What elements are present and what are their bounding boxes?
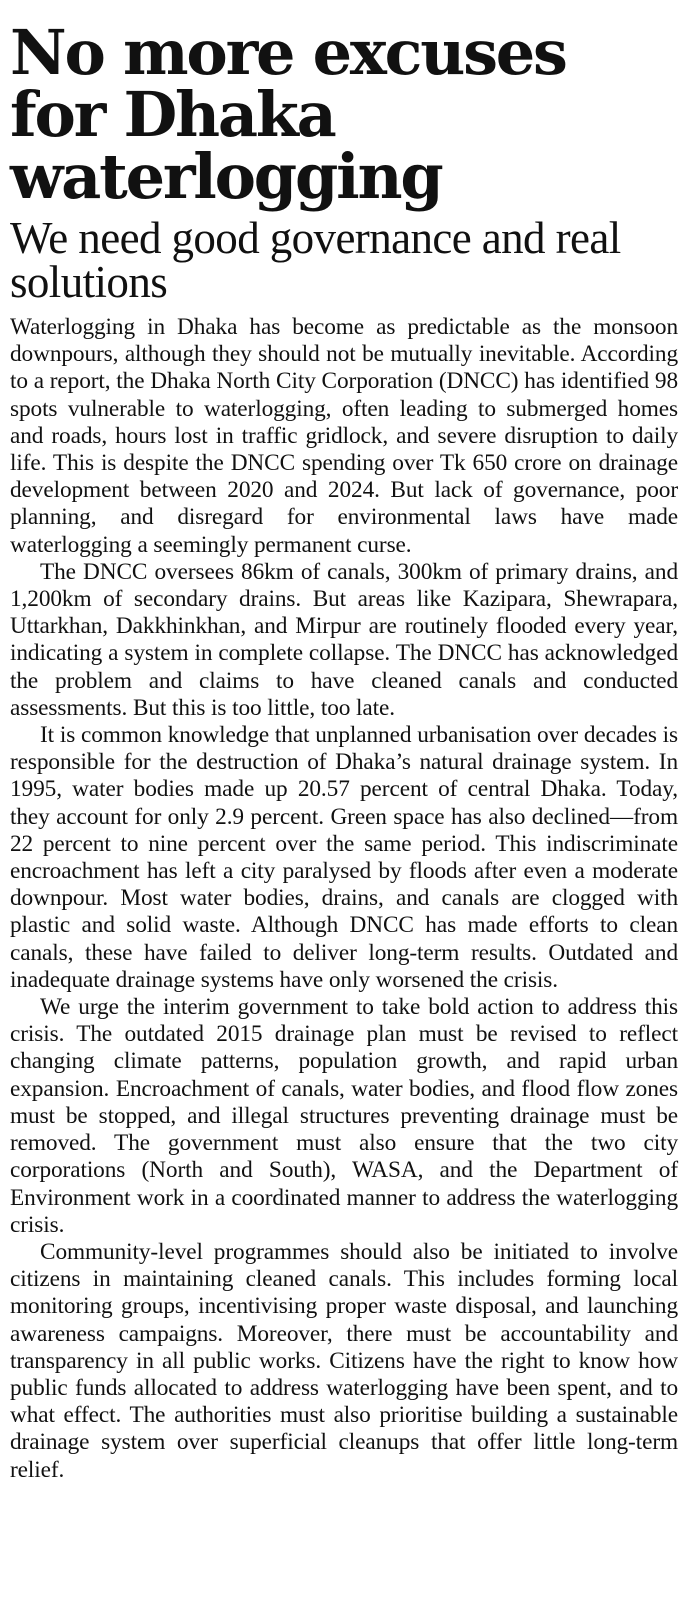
paragraph-1: Waterlogging in Dhaka has become as predictable as the monsoon downpours, although they should not be mutually inevitable. According to a report, the Dhaka North City Corporation (DNCC) has identified 98 spots vulnerable to waterlogging, often leading to submerged homes and roads, hours lost in traffic gridlock, and severe disruption to daily life. This is despite the DNCC spending over Tk 650 crore on drainage development between 2020 and 2024. But lack of governance, poor planning, and disregard for environmental laws have made waterlogging a seemingly permanent curse. [10, 314, 678, 558]
article-body [10, 314, 678, 1484]
paragraph-4: We urge the interim government to take bold action to address this crisis. The outdated 2015 drainage plan must be revised to reflect changing climate patterns, population growth, and rapid urban expansion. Encroachment of canals, water bodies, and flood flow zones must be stopped, and illegal structures preventing drainage must be removed. The government must also ensure that the two city corporations (North and South), WASA, and the Department of Environment work in a coordinated manner to address the waterlogging crisis. [10, 994, 678, 1238]
paragraph-5: Community-level programmes should also be initiated to involve citizens in maintaining cleaned canals. This includes forming local monitoring groups, incentivising proper waste disposal, and launching awareness campaigns. Moreover, there must be accountability and transparency in all public works. Citizens have the right to know how public funds allocated to address waterlogging have been spent, and to what effect. The authorities must also prioritise building a sustainable drainage system over superficial cleanups that offer little long-term relief. [10, 1238, 678, 1483]
subheadline: We need good governance and real solutions [10, 213, 621, 307]
paragraph-2: The DNCC oversees 86km of canals, 300km of primary drains, and 1,200km of secondary drains. But areas like Kazipara, Shewrapara, Uttarkhan, Dakkhinkhan, and Mirpur are routinely flooded every year, indicating a system in complete collapse. The DNCC has acknowledged the problem and claims to have cleaned canals and conducted assessments. But this is too little, too late. [10, 558, 678, 721]
headline: No more excuses for Dhaka waterlogging [10, 16, 566, 213]
paragraph-3: It is common knowledge that unplanned urbanisation over decades is responsible for the destruction of Dhaka’s natural drainage system. In 1995, water bodies made up 20.57 percent of central Dhaka. Today, they account for only 2.9 percent. Green space has also declined—from 22 percent to nine percent over the same period. This indiscriminate encroachment has left a city paralysed by floods after even a moderate downpour. Most water bodies, drains, and canals are clogged with plastic and solid waste. Although DNCC has made efforts to clean canals, these have failed to deliver long-term results. Outdated and inadequate drainage systems have only worsened the crisis. [10, 722, 678, 993]
